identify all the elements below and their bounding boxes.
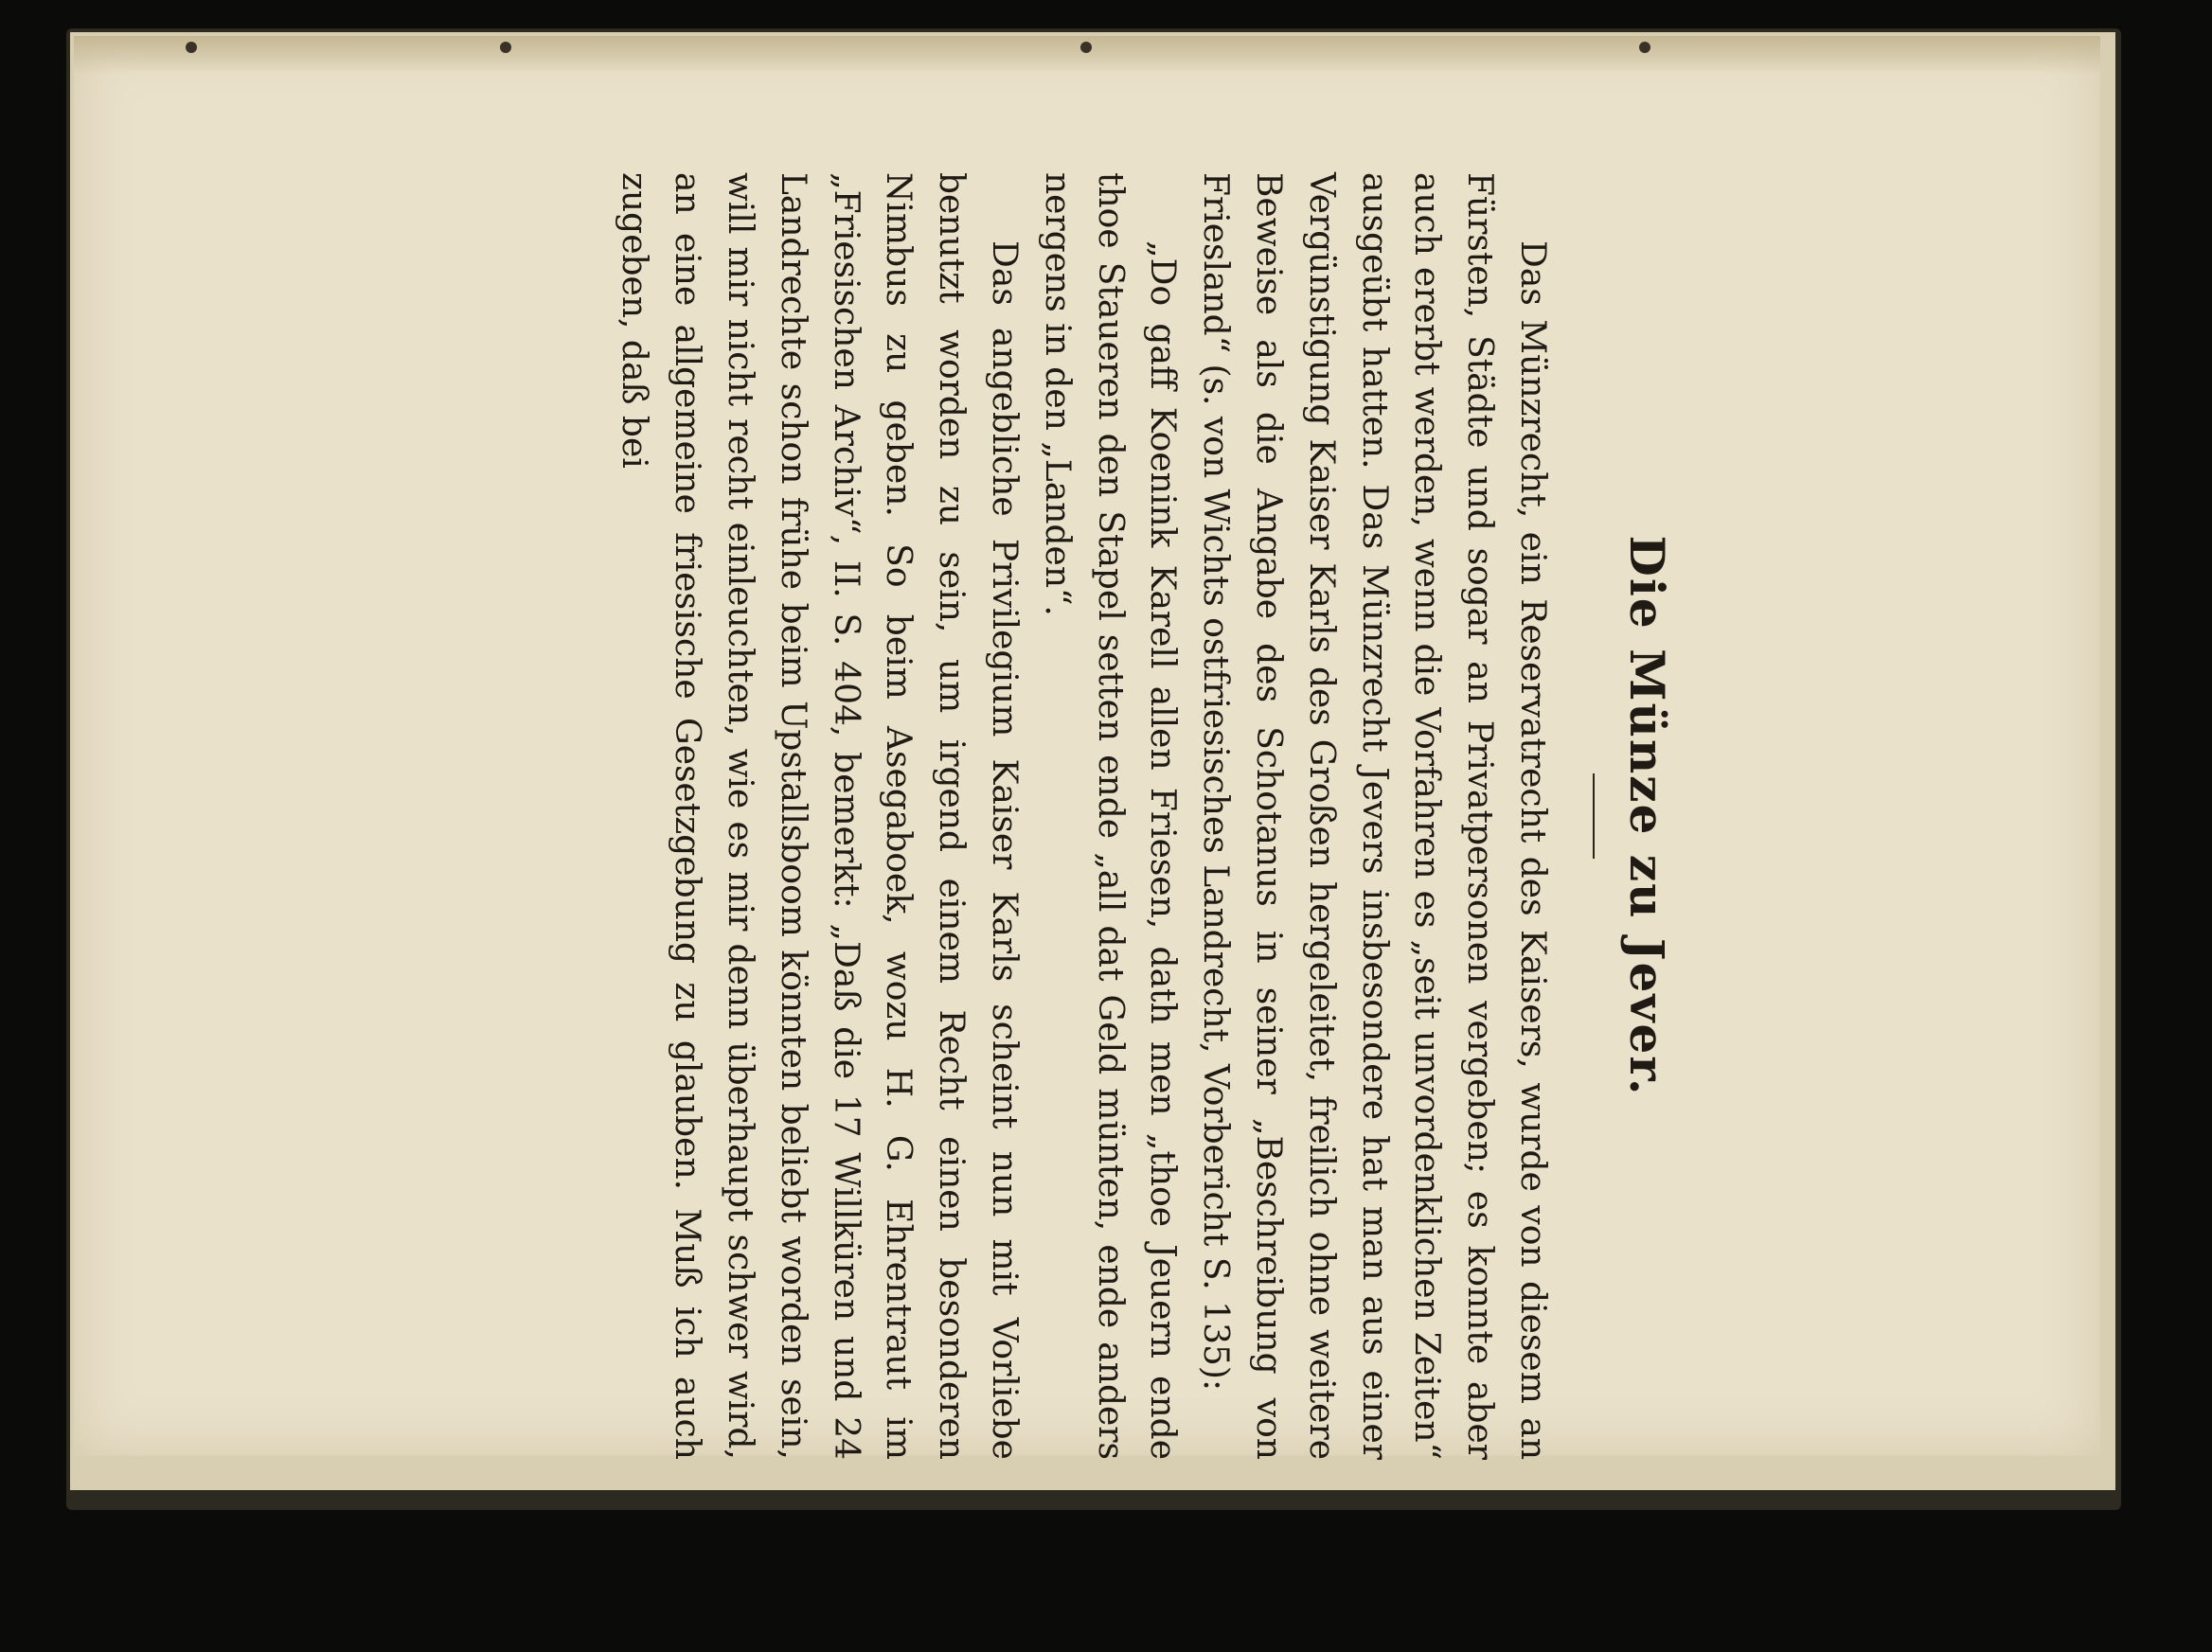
binding-stitch (186, 42, 197, 53)
quoted-paragraph: „Do gaff Koenink Karell allen Friesen, dath men „thoe Jeuern ende thoe Staueren den Stapel setten ende „all dat Geld münten, ende anders nergens in den „Landen“. (1037, 172, 1183, 1460)
title-rule (1593, 773, 1595, 859)
binding-stitch (500, 42, 511, 53)
page-text-block (538, 172, 1674, 1460)
page-title: Die Münze zu Jever. (1619, 535, 1675, 1097)
paragraph: Das Münzrecht, ein Reservatrecht des Kaisers, wurde von diesem an Fürsten, Städte und sogar an Privatpersonen vergeben; es konnte aber auch ererbt werden, wenn die Vorfahren es „seit unvordenklichen Zeiten“ ausgeübt hatten. Das Münzrecht Jevers insbesondere hat man aus einer Vergünstigung Kaiser Karls des Großen hergeleitet, freilich ohne weitere Beweise als die Angabe des Schotanus in seiner „Beschreibung von Friesland“ (s. von Wichts ostfriesisches Landrecht, Vorbericht S. 135): (1196, 172, 1552, 1460)
binding-stitch (1080, 42, 1092, 53)
paragraph: Das angebliche Privilegium Kaiser Karls scheint nun mit Vorliebe benutzt worden zu sein, um irgend einem Recht einen besonderen Nimbus zu geben. So beim Asegaboek, wozu H. G. Ehrentraut im „Friesischen Archiv“, II. S. 404, bemerkt: „Daß die 17 Willküren und 24 Landrechte schon frühe beim Upstallsboom könnten beliebt worden sein, will mir nicht recht einleuchten, wie es mir denn überhaupt schwer wird, an eine allgemeine friesische Gesetzgebung zu glauben. Muß ich auch zugeben, daß bei (615, 172, 1025, 1460)
binding-stitch (1639, 42, 1650, 53)
